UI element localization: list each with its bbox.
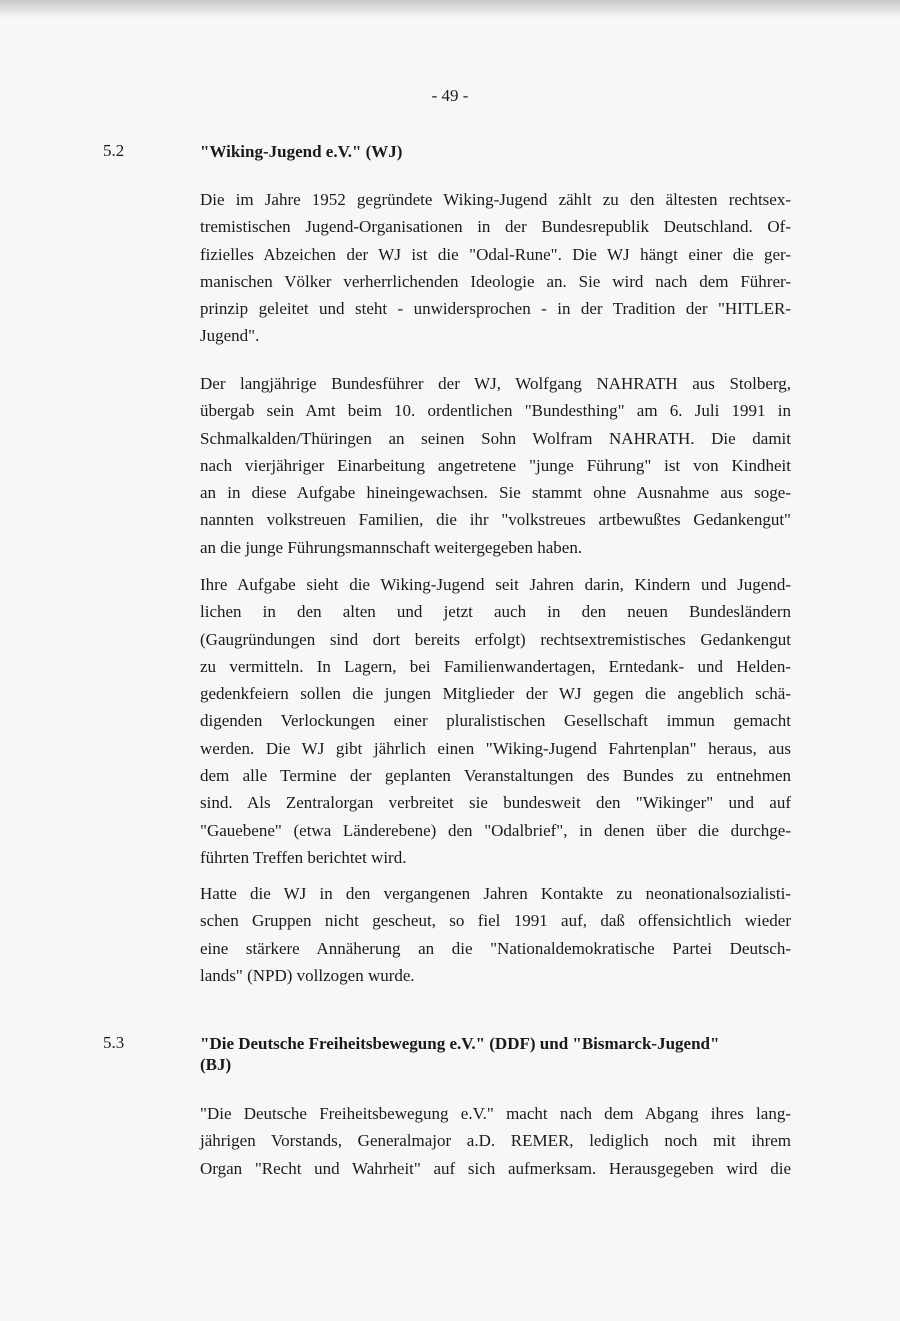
text-line: sind. Als Zentralorgan verbreitet sie bundesweit den "Wikinger" und auf [200,793,791,813]
text-line: tremistischen Jugend-Organisationen in der Bundesrepublik Deutschland. Of- [200,217,791,237]
text-line: Organ "Recht und Wahrheit" auf sich aufmerksam. Herausgegeben wird die [200,1158,791,1178]
text-line: nach vierjähriger Einarbeitung angetretene "junge Führung" ist von Kindheit [200,455,791,475]
text-line: führten Treffen berichtet wird. [200,847,407,867]
paragraph [200,186,791,350]
section-number: 5.2 [103,141,125,160]
text-line: zu vermitteln. In Lagern, bei Familienwandertagen, Erntedank- und Helden- [200,656,791,676]
page-number: - 49 - [431,86,469,105]
text-line: fizielles Abzeichen der WJ ist die "Odal-Rune". Die WJ hängt einer die ger- [200,244,791,264]
text-line: Schmalkalden/Thüringen an seinen Sohn Wolfram NAHRATH. Die damit [200,428,791,448]
text-line: werden. Die WJ gibt jährlich einen "Wiking-Jugend Fahrtenplan" heraus, aus [200,738,791,758]
text-line: jährigen Vorstands, Generalmajor a.D. REMER, lediglich noch mit ihrem [200,1131,791,1151]
heading-line: "Wiking-Jugend e.V." (WJ) [200,142,403,161]
text-line: Ihre Aufgabe sieht die Wiking-Jugend seit Jahren darin, Kindern und Jugend- [200,575,791,594]
paragraph [200,571,791,871]
text-line: an in diese Aufgabe hineingewachsen. Sie stammt ohne Ausnahme aus soge- [200,483,791,503]
text-line: "Die Deutsche Freiheitsbewegung e.V." macht nach dem Abgang ihres lang- [200,1104,791,1123]
text-line: dem alle Termine der geplanten Veranstaltungen des Bundes zu entnehmen [200,766,791,786]
text-line: Hatte die WJ in den vergangenen Jahren Kontakte zu neonationalsozialisti- [200,884,791,903]
heading-line: "Die Deutsche Freiheitsbewegung e.V." (DDF) und "Bismarck-Jugend" [200,1034,720,1053]
text-line: gedenkfeiern sollen die jungen Mitglieder der WJ gegen die angeblich schä- [200,684,791,704]
section-number: 5.3 [103,1033,125,1052]
text-line: eine stärkere Annäherung an die "Nationaldemokratische Partei Deutsch- [200,938,791,958]
scan-edge-shadow [0,0,900,18]
paragraph [200,880,791,989]
text-line: (Gaugründungen sind dort bereits erfolgt) rechtsextremistisches Gedankengut [200,629,791,649]
text-line: "Gauebene" (etwa Länderebene) den "Odalbrief", in denen über die durchge- [200,820,791,840]
text-line: an die junge Führungsmannschaft weitergegeben haben. [200,537,583,557]
section-heading [200,141,800,162]
text-line: manischen Völker verherrlichenden Ideologie an. Sie wird nach dem Führer- [200,271,791,291]
text-line: lichen in den alten und jetzt auch in den neuen Bundesländern [200,602,791,622]
paragraph [200,1100,791,1182]
text-line: Jugend". [200,326,260,346]
paragraph [200,370,791,561]
text-line: lands" (NPD) vollzogen wurde. [200,965,415,985]
heading-line: (BJ) [200,1055,232,1074]
text-line: digenden Verlockungen einer pluralistischen Gesellschaft immun gemacht [200,711,791,731]
text-line: Der langjährige Bundesführer der WJ, Wolfgang NAHRATH aus Stolberg, [200,374,791,393]
text-line: prinzip geleitet und steht - unwidersprochen - in der Tradition der "HITLER- [200,299,791,319]
text-line: Die im Jahre 1952 gegründete Wiking-Jugend zählt zu den ältesten rechtsex- [200,190,791,209]
text-line: übergab sein Amt beim 10. ordentlichen "Bundesthing" am 6. Juli 1991 in [200,401,791,421]
text-line: schen Gruppen nicht gescheut, so fiel 1991 auf, daß offensichtlich wieder [200,911,791,931]
section-heading [200,1033,800,1075]
text-line: nannten volkstreuen Familien, die ihr "volkstreues artbewußtes Gedankengut" [200,510,791,530]
